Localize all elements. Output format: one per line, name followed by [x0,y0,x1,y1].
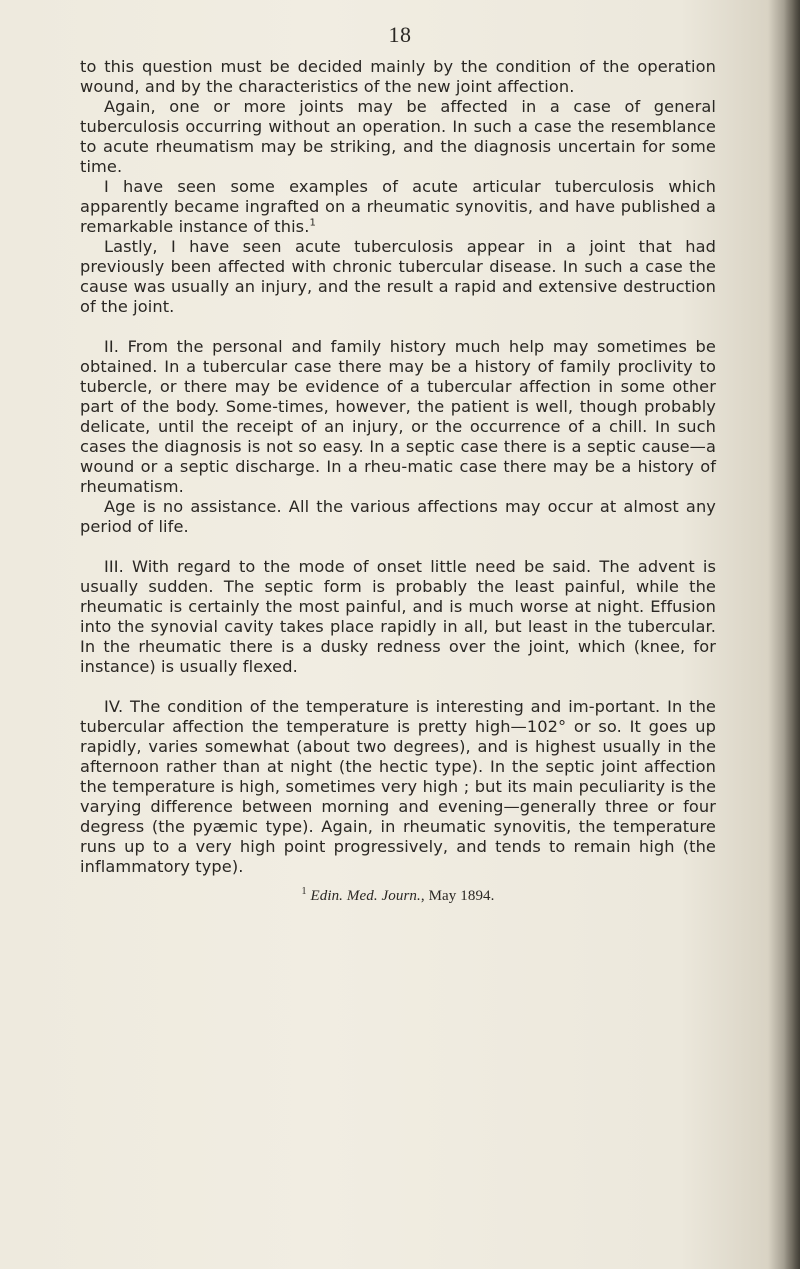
paragraph-4-text: Lastly, I have seen acute tuberculosis appear in a joint that had previously been affected with chronic tubercular disease. In such a case the cause was usually an injury, and the result a rapid and extensive destruction of the joint. [80,237,716,316]
page-edge-shadow [784,0,800,1269]
footnote-reference: 1 [309,217,316,229]
paragraph-5-text: II. From the personal and family history much help may sometimes be obtained. In a tubercular case there may be a history of family proclivity to tubercle, or there may be evidence of a tubercular affection in some other part of the body. Some-times, however, the patient is well, though probably delicate, until the receipt of an injury, or the occurrence of a chill. In such cases the diagnosis is not so easy. In a septic case there is a septic cause—a wound or a septic discharge. In a rheu-matic case there may be a history of rheumatism. [80,337,716,496]
paragraph-6-text: Age is no assistance. All the various affections may occur at almost any period of life. [80,497,716,536]
paragraph-3 [80,177,716,237]
body-text [80,57,716,905]
paragraph-8 [80,697,716,877]
paragraph-8-text: IV. The condition of the temperature is interesting and im-portant. In the tubercular affection the temperature is pretty high—102° or so. It goes up rapidly, varies somewhat (about two degrees), and is highest usually in the afternoon rather than at night (the hectic type). In the septic joint affection the temperature is high, sometimes very high ; but its main peculiarity is the varying difference between morning and evening—generally three or four degress (the pyæmic type). Again, in rheumatic synovitis, the temperature runs up to a very high point progressively, and tends to remain high (the inflammatory type). [80,697,716,876]
paragraph-5 [80,337,716,497]
page-number: 18 [388,22,412,47]
paragraph-2-text: Again, one or more joints may be affected in a case of general tuberculosis occurring without an operation. In such a case the resemblance to acute rheumatism may be striking, and the diagnosis uncertain for some time. [80,97,716,176]
footnote-marker: 1 [301,886,307,897]
paragraph-2 [80,97,716,177]
footnote-source: Edin. Med. Journ. [310,888,421,904]
paragraph-1 [80,57,716,97]
footnote: $^1$ Edin. Med. Journ., May 1894. [301,886,495,904]
paragraph-3-text: I have seen some examples of acute articular tuberculosis which apparently became ingrafted on a rheumatic synovitis, and have published a remarkable instance of this. [80,177,716,236]
paragraph-7-text: III. With regard to the mode of onset little need be said. The advent is usually sudden. The septic form is probably the least painful, while the rheumatic is certainly the most painful, and is much worse at night. Effusion into the synovial cavity takes place rapidly in all, but least in the tubercular. In the rheumatic there is a dusky redness over the joint, which (knee, for instance) is usually flexed. [80,557,716,676]
footnote-date: May 1894. [428,888,495,904]
paragraph-6 [80,497,716,537]
paragraph-7 [80,557,716,677]
paragraph-1-text: to this question must be decided mainly by the condition of the operation wound, and by the characteristics of the new joint affection. [80,57,716,96]
paragraph-4 [80,237,716,317]
